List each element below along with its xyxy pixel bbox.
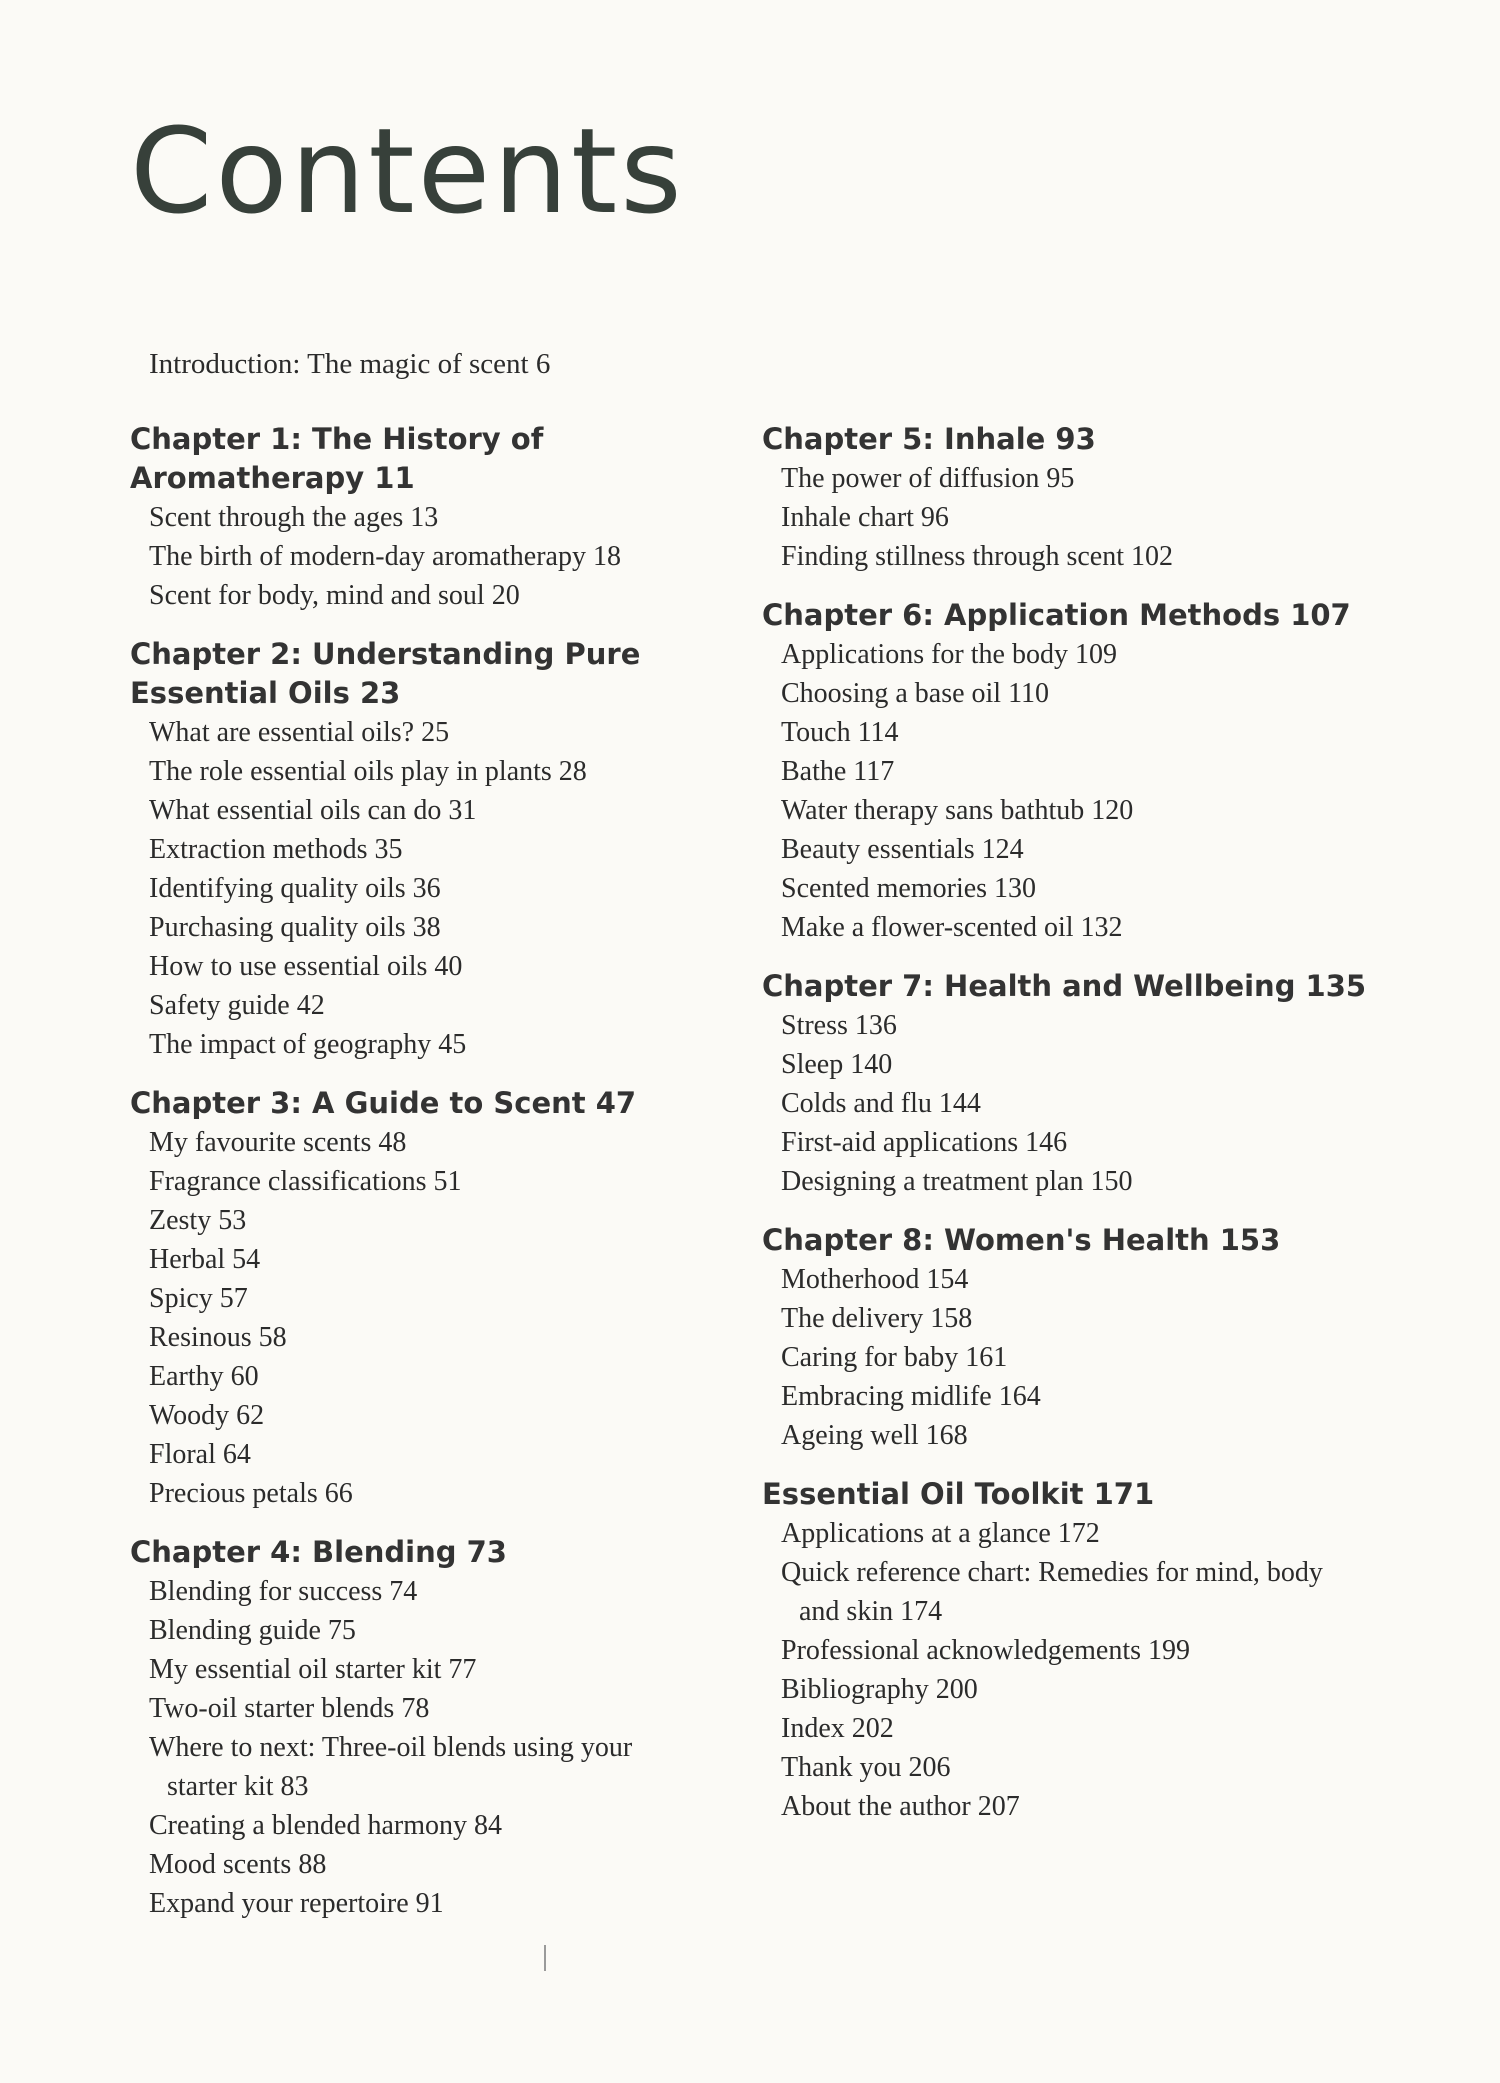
toc-entry[interactable]: Embracing midlife 164 — [781, 1381, 1041, 1412]
toc-chapter-title[interactable]: Chapter 2: Understanding Pure Essential Oils 23 — [130, 637, 641, 710]
toc-entry[interactable]: Choosing a base oil 110 — [781, 678, 1050, 709]
toc-entry[interactable]: My essential oil starter kit 77 — [149, 1654, 477, 1685]
toc-left-column — [130, 420, 810, 1943]
toc-entry[interactable]: The role essential oils play in plants 28 — [149, 756, 587, 787]
toc-entry[interactable]: Where to next: Three-oil blends using your starter kit 83 — [149, 1732, 633, 1802]
page-title: Contents — [130, 102, 685, 240]
toc-chapter-title[interactable]: Chapter 8: Women's Health 153 — [762, 1223, 1281, 1257]
toc-entry[interactable]: Make a flower-scented oil 132 — [781, 912, 1123, 943]
toc-chapter-title[interactable]: Chapter 5: Inhale 93 — [762, 422, 1096, 456]
toc-entry[interactable]: What are essential oils? 25 — [149, 717, 450, 748]
toc-entry[interactable]: Professional acknowledgements 199 — [781, 1635, 1191, 1666]
toc-entry[interactable]: Applications for the body 109 — [781, 639, 1117, 670]
toc-entry[interactable]: Precious petals 66 — [149, 1478, 353, 1509]
toc-entry[interactable]: Motherhood 154 — [781, 1264, 969, 1295]
toc-entry[interactable]: First-aid applications 146 — [781, 1127, 1068, 1158]
toc-entry[interactable]: Ageing well 168 — [781, 1420, 968, 1451]
toc-entry[interactable]: Finding stillness through scent 102 — [781, 541, 1173, 572]
toc-entry[interactable]: Earthy 60 — [149, 1361, 259, 1392]
toc-entry[interactable]: What essential oils can do 31 — [149, 795, 477, 826]
toc-entry[interactable]: Touch 114 — [781, 717, 899, 748]
toc-entry[interactable]: Safety guide 42 — [149, 990, 325, 1021]
toc-chapter — [130, 635, 810, 1064]
toc-chapter-title[interactable]: Chapter 7: Health and Wellbeing 135 — [762, 969, 1367, 1003]
toc-entry[interactable]: Identifying quality oils 36 — [149, 873, 441, 904]
toc-chapter — [130, 1533, 810, 1923]
toc-entry[interactable]: Spicy 57 — [149, 1283, 248, 1314]
toc-entry[interactable]: Sleep 140 — [781, 1049, 893, 1080]
toc-entry[interactable]: Mood scents 88 — [149, 1849, 327, 1880]
toc-chapter-title[interactable]: Chapter 6: Application Methods 107 — [762, 598, 1351, 632]
toc-chapter — [762, 1475, 1442, 1826]
toc-entry[interactable]: Inhale chart 96 — [781, 502, 949, 533]
toc-entry[interactable]: Colds and flu 144 — [781, 1088, 981, 1119]
toc-entry[interactable]: Scented memories 130 — [781, 873, 1037, 904]
toc-entry[interactable]: Blending guide 75 — [149, 1615, 356, 1646]
toc-entry[interactable]: The power of diffusion 95 — [781, 463, 1075, 494]
toc-entry[interactable]: Fragrance classifications 51 — [149, 1166, 462, 1197]
toc-entry[interactable]: Herbal 54 — [149, 1244, 261, 1275]
toc-chapter — [130, 420, 810, 615]
toc-chapter — [762, 596, 1442, 947]
toc-entry[interactable]: Bibliography 200 — [781, 1674, 978, 1705]
toc-entry[interactable]: Water therapy sans bathtub 120 — [781, 795, 1134, 826]
toc-entry[interactable]: Purchasing quality oils 38 — [149, 912, 441, 943]
toc-entry[interactable]: Applications at a glance 172 — [781, 1518, 1100, 1549]
toc-entry[interactable]: How to use essential oils 40 — [149, 951, 463, 982]
toc-entry[interactable]: The birth of modern-day aromatherapy 18 — [149, 541, 621, 572]
toc-entry[interactable]: Creating a blended harmony 84 — [149, 1810, 503, 1841]
toc-chapter — [762, 420, 1442, 576]
toc-entry[interactable]: Beauty essentials 124 — [781, 834, 1024, 865]
toc-entry[interactable]: Extraction methods 35 — [149, 834, 403, 865]
toc-chapter-title[interactable]: Chapter 3: A Guide to Scent 47 — [130, 1086, 637, 1120]
toc-entry[interactable]: Stress 136 — [781, 1010, 897, 1041]
toc-entry[interactable]: Designing a treatment plan 150 — [781, 1166, 1133, 1197]
toc-entry[interactable]: About the author 207 — [781, 1791, 1020, 1822]
toc-entry[interactable]: The delivery 158 — [781, 1303, 973, 1334]
toc-chapter — [130, 1084, 810, 1513]
toc-chapter-title[interactable]: Chapter 4: Blending 73 — [130, 1535, 507, 1569]
toc-introduction: Introduction: The magic of scent 6 — [149, 348, 551, 380]
toc-entry[interactable]: Bathe 117 — [781, 756, 895, 787]
toc-entry[interactable]: Index 202 — [781, 1713, 894, 1744]
toc-entry[interactable]: My favourite scents 48 — [149, 1127, 407, 1158]
toc-chapter-title[interactable]: Chapter 1: The History of Aromatherapy 11 — [130, 422, 544, 495]
toc-chapter-title[interactable]: Essential Oil Toolkit 171 — [762, 1477, 1155, 1511]
toc-entry[interactable]: Expand your repertoire 91 — [149, 1888, 444, 1919]
page-divider-mark — [544, 1945, 546, 1971]
toc-entry[interactable]: Thank you 206 — [781, 1752, 951, 1783]
toc-chapter — [762, 1221, 1442, 1455]
toc-entry[interactable]: Scent for body, mind and soul 20 — [149, 580, 520, 611]
toc-entry[interactable]: Woody 62 — [149, 1400, 265, 1431]
toc-entry[interactable]: Two-oil starter blends 78 — [149, 1693, 430, 1724]
toc-entry[interactable]: The impact of geography 45 — [149, 1029, 467, 1060]
toc-entry[interactable]: Floral 64 — [149, 1439, 251, 1470]
toc-chapter — [762, 967, 1442, 1201]
toc-entry[interactable]: Resinous 58 — [149, 1322, 287, 1353]
toc-entry[interactable]: Scent through the ages 13 — [149, 502, 439, 533]
toc-entry[interactable]: Quick reference chart: Remedies for mind, body and skin 174 — [781, 1557, 1323, 1627]
toc-right-column — [762, 420, 1442, 1846]
toc-entry[interactable]: Zesty 53 — [149, 1205, 247, 1236]
toc-entry[interactable]: Caring for baby 161 — [781, 1342, 1008, 1373]
toc-entry[interactable]: Blending for success 74 — [149, 1576, 418, 1607]
